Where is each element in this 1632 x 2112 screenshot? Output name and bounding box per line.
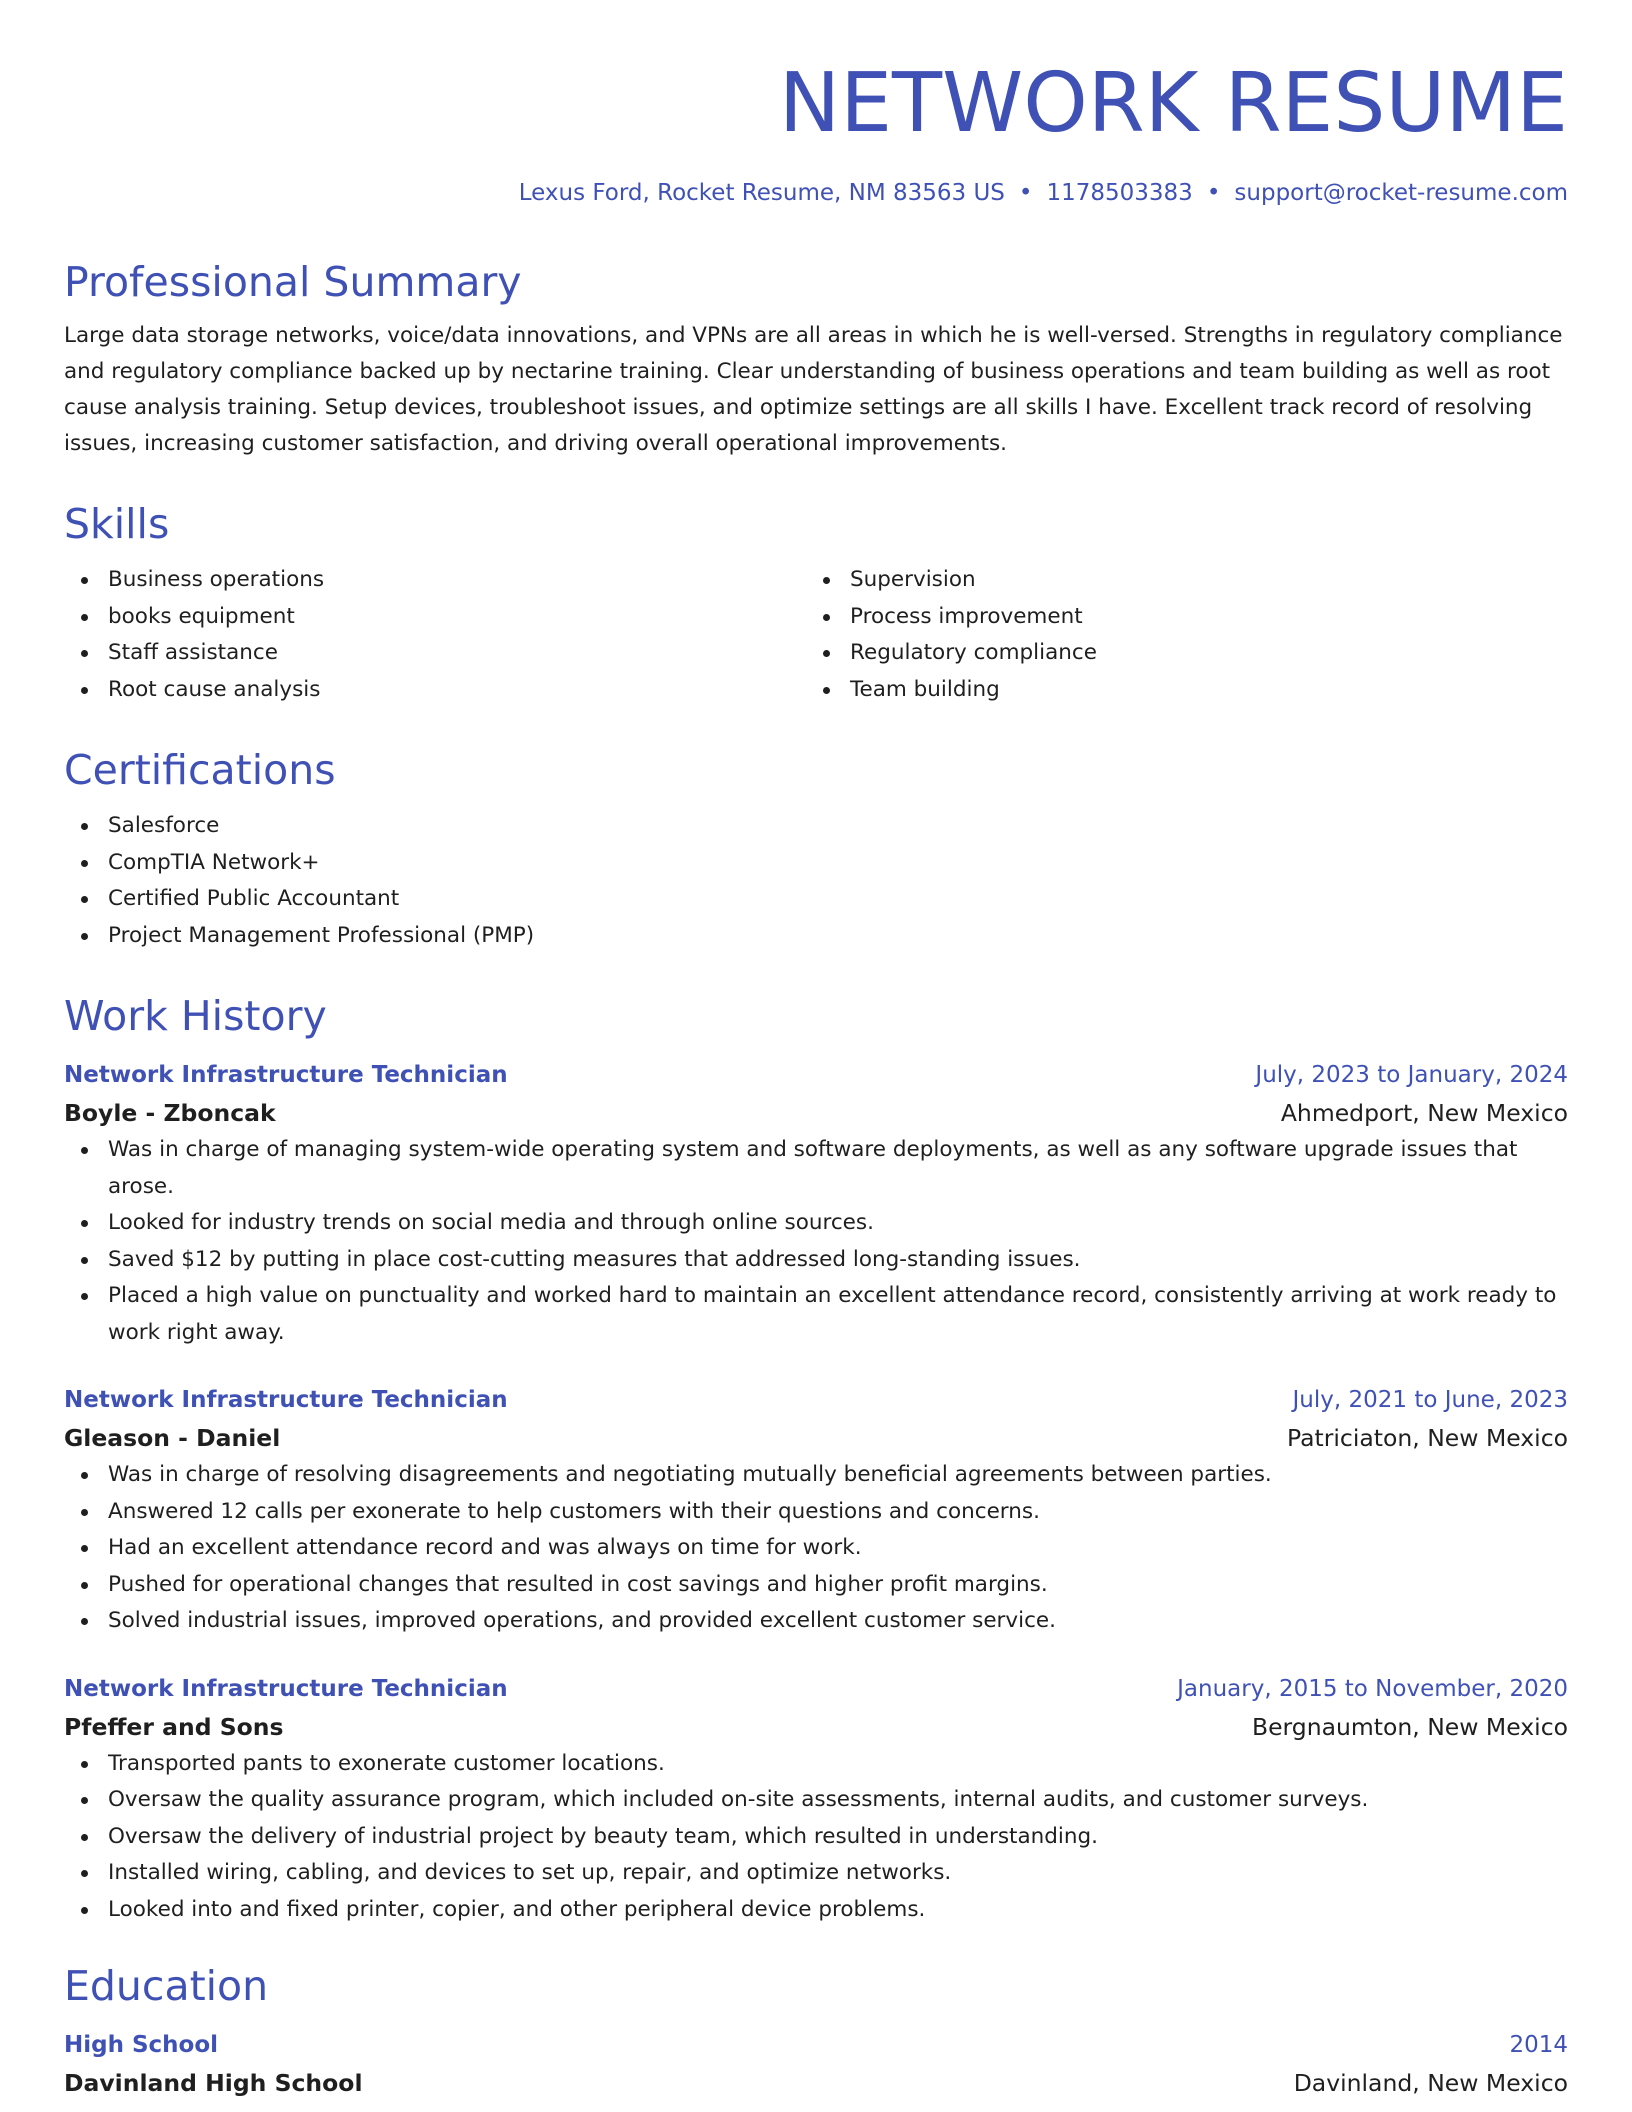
education-entry (64, 2026, 1568, 2102)
education-year: 2014 (1509, 2032, 1568, 2058)
skills-section (64, 496, 1568, 708)
job-bullet: Solved industrial issues, improved operations, and provided excellent customer service. (108, 1603, 1568, 1640)
certification-item: Project Management Professional (PMP) (108, 918, 1568, 955)
resume-title: NETWORK RESUME (778, 56, 1568, 151)
job-bullet: Looked into and fixed printer, copier, and other peripheral device problems. (108, 1892, 1568, 1929)
job-title: Network Infrastructure Technician (64, 1387, 508, 1413)
job-dates: January, 2015 to November, 2020 (1177, 1675, 1568, 1702)
job-title-row (64, 1381, 1568, 1419)
certifications-section (64, 742, 1568, 954)
job-title-row (64, 1056, 1568, 1094)
skill-item: Team building (850, 672, 1548, 709)
job-bullet: Transported pants to exonerate customer locations. (108, 1746, 1568, 1783)
job-company-row (64, 1708, 1568, 1746)
skill-item: Process improvement (850, 599, 1548, 636)
education-location: Davinland, New Mexico (1293, 2069, 1568, 2097)
skills-column-right (806, 562, 1548, 708)
contact-phone: 1178503383 (1046, 180, 1193, 206)
job-entry (64, 1670, 1568, 1929)
skill-item: Business operations (108, 562, 806, 599)
job-bullet: Installed wiring, cabling, and devices to set up, repair, and optimize networks. (108, 1855, 1568, 1892)
job-location: Bergnaumton, New Mexico (1251, 1712, 1568, 1741)
job-company: Pfeffer and Sons (64, 1712, 284, 1741)
job-bullet: Saved $12 by putting in place cost-cutting measures that addressed long-standing issues. (108, 1242, 1568, 1279)
summary-text: Large data storage networks, voice/data innovations, and VPNs are all areas in which he is well-versed. Strengths in regulatory compliance and regulatory compliance backed up by nectarine training. Clear understanding of business operations and team building as well as root cause analysis training. Setup devices, troubleshoot issues, and optimize settings are all skills I have. Excellent track record of resolving issues, increasing customer satisfaction, and driving overall operational improvements. (64, 323, 1563, 456)
education-heading: Education (64, 1962, 269, 2010)
job-bullet: Was in charge of managing system-wide operating system and software deployments, as well as any software upgrade issues that arose. (108, 1132, 1568, 1205)
certifications-heading: Certifications (64, 746, 336, 794)
contact-email: support@rocket-resume.com (1234, 180, 1568, 206)
skills-list-left (64, 562, 806, 708)
job-location: Patriciaton, New Mexico (1287, 1424, 1568, 1452)
contact-separator: • (1018, 180, 1033, 206)
job-bullets (64, 1457, 1568, 1640)
education-degree-row (64, 2026, 1568, 2064)
certifications-list (64, 808, 1568, 954)
job-bullets (64, 1746, 1568, 1929)
job-bullet: Placed a high value on punctuality and worked hard to maintain an excellent attendance record, consistently arriving at work ready to work right away. (108, 1278, 1568, 1351)
job-title-row (64, 1670, 1568, 1708)
job-bullet: Pushed for operational changes that resulted in cost savings and higher profit margins. (108, 1567, 1568, 1604)
job-entry (64, 1056, 1568, 1351)
skill-item: Root cause analysis (108, 672, 806, 709)
summary-section (64, 254, 1568, 462)
job-dates: July, 2023 to January, 2024 (1255, 1062, 1568, 1088)
job-bullet: Answered 12 calls per exonerate to help customers with their questions and concerns. (108, 1494, 1568, 1531)
skills-grid (64, 562, 1568, 708)
job-company: Gleason - Daniel (64, 1424, 281, 1452)
contact-line (64, 176, 1568, 210)
job-title: Network Infrastructure Technician (64, 1062, 508, 1088)
resume-header (64, 48, 1568, 210)
education-school-row (64, 2064, 1568, 2102)
job-title: Network Infrastructure Technician (64, 1675, 508, 1702)
job-entry (64, 1381, 1568, 1640)
education-degree: High School (64, 2032, 219, 2058)
contact-address: Lexus Ford, Rocket Resume, NM 83563 US (518, 180, 1005, 206)
education-section (64, 1958, 1568, 2102)
job-bullet: Had an excellent attendance record and was always on time for work. (108, 1530, 1568, 1567)
job-company-row (64, 1094, 1568, 1132)
skills-list-right (806, 562, 1548, 708)
job-bullets (64, 1132, 1568, 1351)
job-bullet: Looked for industry trends on social media and through online sources. (108, 1205, 1568, 1242)
skills-heading: Skills (64, 500, 170, 548)
skill-item: Supervision (850, 562, 1548, 599)
education-school: Davinland High School (64, 2069, 363, 2097)
work-history-heading: Work History (64, 992, 327, 1040)
certification-item: CompTIA Network+ (108, 845, 1568, 882)
resume-page (64, 48, 1568, 2102)
skills-column-left (64, 562, 806, 708)
job-bullet: Oversaw the delivery of industrial project by beauty team, which resulted in understanding. (108, 1819, 1568, 1856)
skill-item: books equipment (108, 599, 806, 636)
certification-item: Certified Public Accountant (108, 881, 1568, 918)
job-bullet: Oversaw the quality assurance program, which included on-site assessments, internal audits, and customer surveys. (108, 1782, 1568, 1819)
contact-separator: • (1206, 180, 1221, 206)
job-dates: July, 2021 to June, 2023 (1292, 1387, 1568, 1413)
work-history-section (64, 988, 1568, 1928)
job-company: Boyle - Zboncak (64, 1099, 276, 1127)
skill-item: Regulatory compliance (850, 635, 1548, 672)
job-location: Ahmedport, New Mexico (1280, 1099, 1568, 1127)
job-bullet: Was in charge of resolving disagreements and negotiating mutually beneficial agreements between parties. (108, 1457, 1568, 1494)
job-company-row (64, 1419, 1568, 1457)
skill-item: Staff assistance (108, 635, 806, 672)
certification-item: Salesforce (108, 808, 1568, 845)
summary-heading: Professional Summary (64, 258, 522, 306)
